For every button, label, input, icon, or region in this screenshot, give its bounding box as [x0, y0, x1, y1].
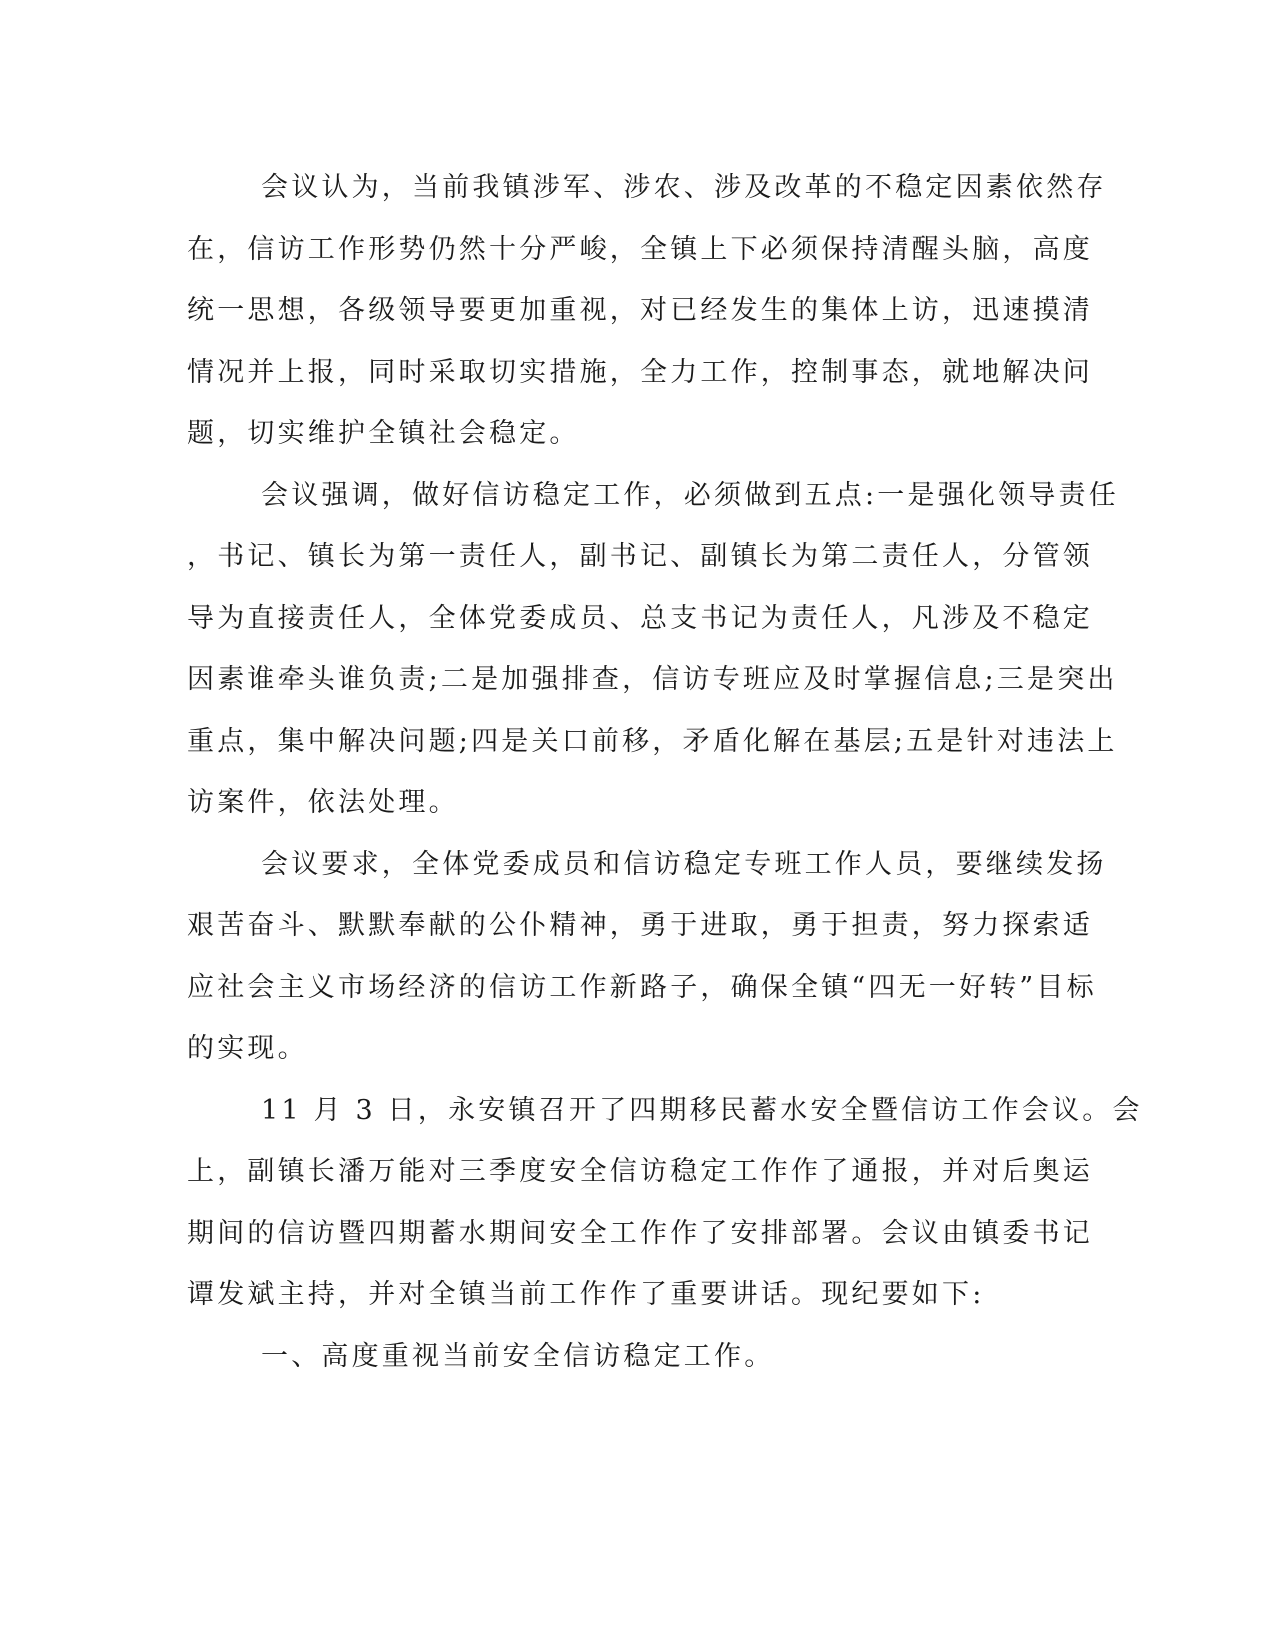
text-line: 在，信访工作形势仍然十分严峻，全镇上下必须保持清醒头脑，高度 — [187, 233, 1093, 265]
paragraph-1 — [187, 157, 1107, 465]
paragraph-2 — [187, 465, 1119, 834]
text-line: ，书记、镇长为第一责任人，副书记、副镇长为第二责任人，分管领 — [187, 541, 1093, 572]
text-line: 一、高度重视当前安全信访稳定工作。 — [261, 1340, 775, 1372]
text-line: 统一思想，各级领导要更加重视，对已经发生的集体上访，迅速摸清 — [187, 295, 1093, 326]
text-line: 会议要求，全体党委成员和信访稳定专班工作人员，要继续发扬 — [261, 848, 1107, 880]
text-line: 因素谁牵头谁负责;二是加强排查，信访专班应及时掌握信息;三是突出 — [187, 664, 1118, 695]
text-line: 的实现。 — [187, 1033, 308, 1064]
text-line: 题，切实维护全镇社会稳定。 — [187, 418, 580, 449]
paragraph-4 — [187, 1080, 1143, 1326]
text-line: 11 月 3 日，永安镇召开了四期移民蓄水安全暨信访工作会议。会 — [261, 1094, 1143, 1126]
text-line: 会议强调，做好信访稳定工作，必须做到五点:一是强化领导责任 — [261, 479, 1119, 511]
paragraph-3 — [187, 834, 1107, 1080]
text-line: 会议认为，当前我镇涉军、涉农、涉及改革的不稳定因素依然存 — [261, 172, 1107, 203]
text-line: 导为直接责任人，全体党委成员、总支书记为责任人，凡涉及不稳定 — [187, 602, 1093, 634]
text-line: 情况并上报，同时采取切实措施，全力工作，控制事态，就地解决问 — [187, 356, 1093, 388]
text-line: 上，副镇长潘万能对三季度安全信访稳定工作作了通报，并对后奥运 — [187, 1156, 1093, 1187]
text-line: 重点，集中解决问题;四是关口前移，矛盾化解在基层;五是针对违法上 — [187, 725, 1118, 757]
document-body — [187, 157, 1143, 1387]
text-line: 艰苦奋斗、默默奉献的公仆精神，勇于进取，勇于担责，努力探索适 — [187, 910, 1093, 941]
text-line: 应社会主义市场经济的信访工作新路子，确保全镇“四无一好转”目标 — [187, 971, 1097, 1003]
text-line: 访案件，依法处理。 — [187, 787, 459, 818]
section-heading — [187, 1326, 1079, 1388]
text-line: 期间的信访暨四期蓄水期间安全工作作了安排部署。会议由镇委书记 — [187, 1217, 1093, 1249]
text-line: 谭发斌主持，并对全镇当前工作作了重要讲话。现纪要如下: — [187, 1279, 985, 1310]
